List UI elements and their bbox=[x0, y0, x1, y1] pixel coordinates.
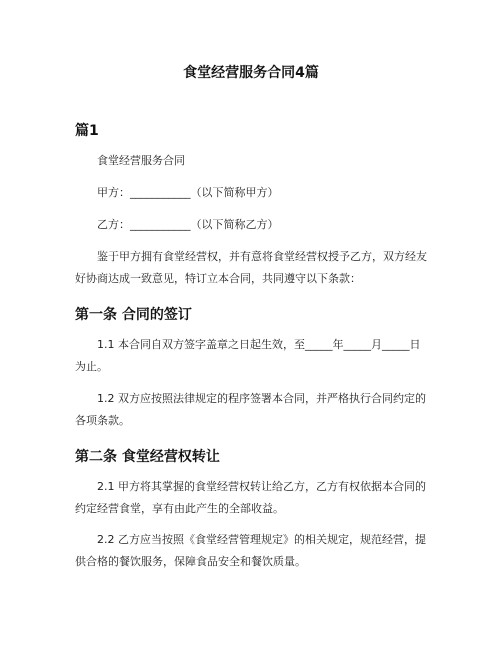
article-2-heading: 第二条 食堂经营权转让 bbox=[75, 449, 220, 465]
contract-name: 食堂经营服务合同 bbox=[97, 154, 185, 167]
article-2-clause-1: 2.1 甲方将其掌握的食堂经营权转让给乙方，乙方有权依据本合同的约定经营食堂，享有由此产生的全部收益。 bbox=[75, 480, 426, 515]
article-2-clause-2: 2.2 乙方应当按照《食堂经营管理规定》的相关规定，规范经营，提供合格的餐饮服务，保障食品安全和餐饮质量。 bbox=[75, 533, 426, 568]
section-heading: 篇1 bbox=[75, 123, 99, 139]
party-b-line: 乙方：___________（以下简称乙方） bbox=[97, 218, 279, 231]
article-1-clause-2: 1.2 双方应按照法律规定的程序签署本合同，并严格执行合同约定的各项条款。 bbox=[75, 392, 426, 427]
article-1-clause-1: 1.1 本合同自双方签字盖章之日起生效，至_____年_____月_____日为止。 bbox=[75, 338, 421, 373]
document-title: 食堂经营服务合同4篇 bbox=[183, 65, 319, 81]
preamble-paragraph: 鉴于甲方拥有食堂经营权，并有意将食堂经营权授予乙方，双方经友好协商达成一致意见，特订立本合同，共同遵守以下条款： bbox=[75, 250, 427, 285]
party-a-line: 甲方：___________（以下简称甲方） bbox=[97, 186, 279, 199]
article-1-heading: 第一条 合同的签订 bbox=[75, 307, 192, 323]
